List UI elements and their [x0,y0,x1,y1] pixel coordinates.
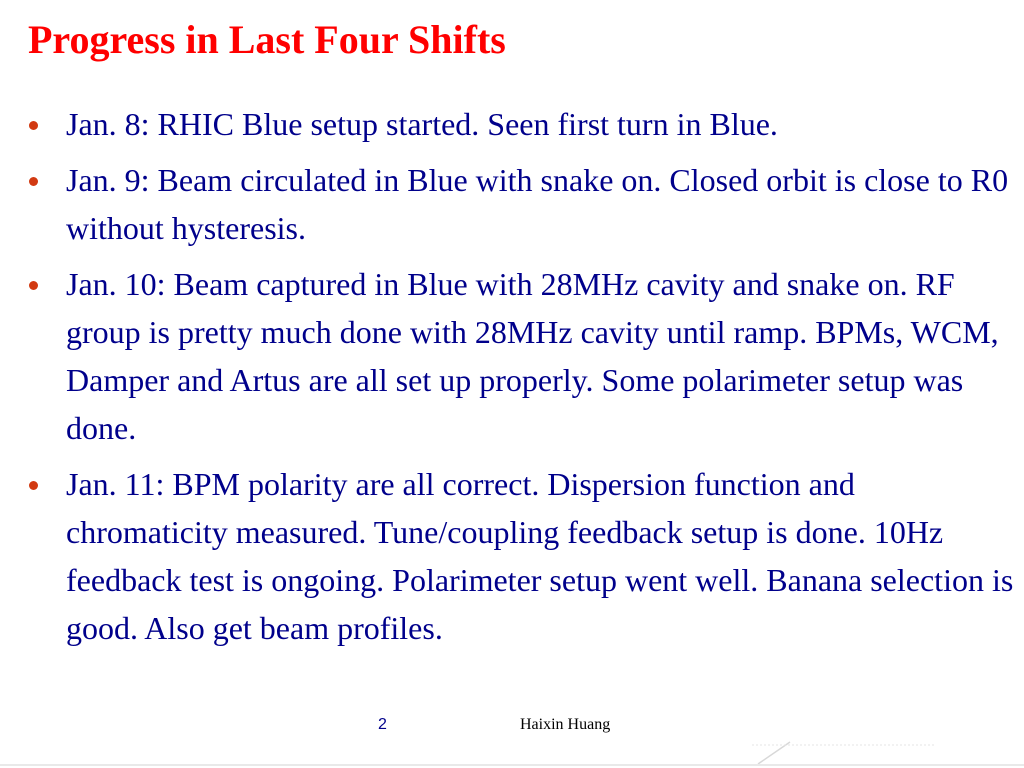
bullet-text: Jan. 9: Beam circulated in Blue with snake on. Closed orbit is close to R0 without hysteresis. [66,162,1009,246]
bullet-text: Jan. 11: BPM polarity are all correct. Dispersion function and chromaticity measured. Tune/coupling feedback setup is done. 10Hz feedback test is ongoing. Polarimeter setup went well. Banana selection is good. Also get beam profiles. [66,466,1014,646]
page-number: 2 [378,716,387,733]
bullet-text: Jan. 10: Beam captured in Blue with 28MHz cavity and snake on. RF group is pretty much done with 28MHz cavity until ramp. BPMs, WCM, Damper and Artus are all set up properly. Some polarimeter setup was done. [66,266,999,446]
bullet-dot-icon [29,121,38,130]
bullet-dot-icon [29,281,38,290]
bottom-rule [0,764,1024,766]
bullet-item-jan-8 [66,100,1014,148]
bullet-item-jan-9 [66,156,1014,252]
slide-title: Progress in Last Four Shifts [28,17,506,62]
bullet-list [66,100,1014,660]
bullet-text: Jan. 8: RHIC Blue setup started. Seen first turn in Blue. [66,106,778,142]
footer-author: Haixin Huang [520,716,611,733]
bullet-dot-icon [29,481,38,490]
bullet-item-jan-11 [66,460,1014,652]
bullet-item-jan-10 [66,260,1014,452]
bullet-dot-icon [29,177,38,186]
